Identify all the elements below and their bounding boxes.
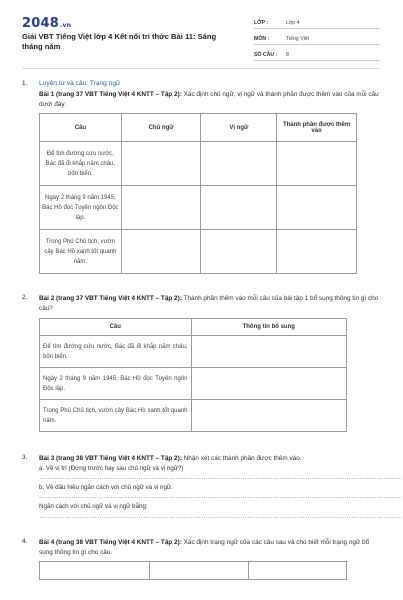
meta-value: Lớp 4 <box>286 20 300 26</box>
answer-cell[interactable] <box>191 400 346 432</box>
question-number: 4. <box>22 538 28 545</box>
table-row <box>40 230 357 274</box>
column-header: Chủ ngữ <box>121 114 201 142</box>
answer-cell[interactable] <box>277 142 357 186</box>
question-body: Nhận xét các thành phần được thêm vào. <box>181 455 302 462</box>
question-1 <box>22 80 380 274</box>
document-body <box>22 80 403 580</box>
question-title: Bài 3 (trang 38 VBT Tiếng Việt 4 KNTT – Tập 2): <box>39 455 182 462</box>
meta-value: Tiếng Việt <box>286 36 310 42</box>
sentence-cell: Trong Phủ Chủ tịch, vườn cây Bác Hồ xanh tốt quanh năm. <box>40 230 122 274</box>
table-header-row <box>40 562 347 580</box>
answer-table-1 <box>39 113 357 274</box>
table-header-row <box>40 319 347 336</box>
column-header: Vị ngữ <box>201 114 277 142</box>
table-header-row <box>40 114 357 142</box>
header-divider <box>22 68 380 69</box>
page-header <box>22 14 380 60</box>
sentence-cell: Ngày 2 tháng 9 năm 1945, Bác Hồ đọc Tuyên ngôn Độc lập. <box>40 186 122 230</box>
logo-suffix: .vn <box>59 22 72 29</box>
document-meta <box>254 14 380 62</box>
table-row <box>40 142 357 186</box>
column-header <box>249 562 347 580</box>
question-title: Bài 2 (trang 37 VBT Tiếng Việt 4 KNTT – Tập 2): <box>39 295 182 302</box>
site-logo[interactable] <box>22 16 71 31</box>
sentence-cell: Trong Phủ Chủ tịch, vườn cây Bác Hồ xanh tốt quanh năm. <box>40 400 192 432</box>
meta-row-subject <box>254 30 380 45</box>
question-number: 1. <box>22 80 28 87</box>
question-body: Thành phần thêm vào mỗi câu của bài tập 1 bổ sung thông tin gì cho câu? <box>39 295 379 312</box>
answer-cell[interactable] <box>121 186 201 230</box>
meta-value: 8 <box>286 52 289 58</box>
answer-cell[interactable] <box>201 186 277 230</box>
question-text <box>39 454 380 464</box>
table-row <box>40 368 347 400</box>
meta-label: MÔN : <box>254 36 270 42</box>
question-2 <box>22 294 380 432</box>
answer-line[interactable]: …………………………………………………………………………………………………………………………………………………… <box>39 475 403 481</box>
answer-cell[interactable] <box>121 142 201 186</box>
answer-table-4 <box>39 561 347 580</box>
meta-label: LỚP : <box>254 20 269 26</box>
answer-table-2 <box>39 318 347 432</box>
question-title: Bài 4 (trang 38 VBT Tiếng Việt 4 KNTT – Tập 2): <box>39 539 182 546</box>
sub-question-c <box>39 502 403 522</box>
column-header: Thành phần được thêm vào <box>277 114 357 142</box>
question-number: 3. <box>22 454 28 461</box>
column-header: Câu <box>40 319 192 336</box>
answer-cell[interactable] <box>277 186 357 230</box>
meta-label: SỐ CÂU : <box>254 52 278 58</box>
question-text <box>39 294 380 314</box>
answer-cell[interactable] <box>191 336 346 368</box>
sub-question-c-text: Ngăn cách với chủ ngữ và vị ngữ bằng: <box>39 503 148 510</box>
column-header: Câu <box>40 114 122 142</box>
topic-heading[interactable]: Luyện từ và câu: Trạng ngữ <box>39 80 121 87</box>
sentence-cell: Ngày 2 tháng 9 năm 1945, Bác Hồ đọc Tuyên ngôn Độc lập. <box>40 368 192 400</box>
sentence-cell: Để tìm đường cứu nước, Bác đã đi khắp năm châu, bốn biển. <box>40 142 122 186</box>
answer-cell[interactable] <box>277 230 357 274</box>
question-text <box>39 90 380 110</box>
table-row <box>40 336 347 368</box>
column-header <box>40 562 150 580</box>
answer-line[interactable]: …………………………………………………………………………………………………………………………………………………… <box>39 514 403 520</box>
question-body: Xác định chủ ngữ, vị ngữ và thành phần được thêm vào của mỗi câu dưới đây: <box>39 91 379 108</box>
sentence-cell: Để tìm đường cứu nước, Bác đã đi khắp năm châu, bốn biển. <box>40 336 192 368</box>
question-title: Bài 1 (trang 37 VBT Tiếng Việt 4 KNTT – Tập 2): <box>39 91 182 98</box>
question-3 <box>22 454 403 522</box>
document-title: Giải VBT Tiếng Việt lớp 4 Kết nối tri thức Bài 11: Sáng tháng năm <box>22 32 217 51</box>
question-body: Xác định trạng ngữ của các câu sau và cho biết mỗi trạng ngữ bổ sung thông tin gì cho câu. <box>39 539 370 556</box>
logo-text: 2048 <box>22 16 59 31</box>
question-number: 2. <box>22 294 28 301</box>
sub-question-a: a. Về vị trí (Đứng trước hay sau chủ ngữ và vị ngữ?) <box>39 465 184 472</box>
column-header: Thông tin bổ sung <box>191 319 346 336</box>
answer-cell[interactable] <box>121 230 201 274</box>
table-row <box>40 400 347 432</box>
meta-row-class <box>254 14 380 29</box>
answer-cell[interactable] <box>191 368 346 400</box>
answer-line[interactable]: …………………………………………………………………………………………………………………………………………………… <box>39 494 403 500</box>
sub-question-b: b. Về dấu hiệu ngăn cách với chủ ngữ và vị ngữ. <box>39 484 173 491</box>
answer-cell[interactable] <box>201 142 277 186</box>
table-row <box>40 186 357 230</box>
column-header <box>149 562 249 580</box>
answer-cell[interactable] <box>201 230 277 274</box>
question-text <box>39 538 380 558</box>
meta-row-count <box>254 46 380 61</box>
question-4 <box>22 538 380 580</box>
